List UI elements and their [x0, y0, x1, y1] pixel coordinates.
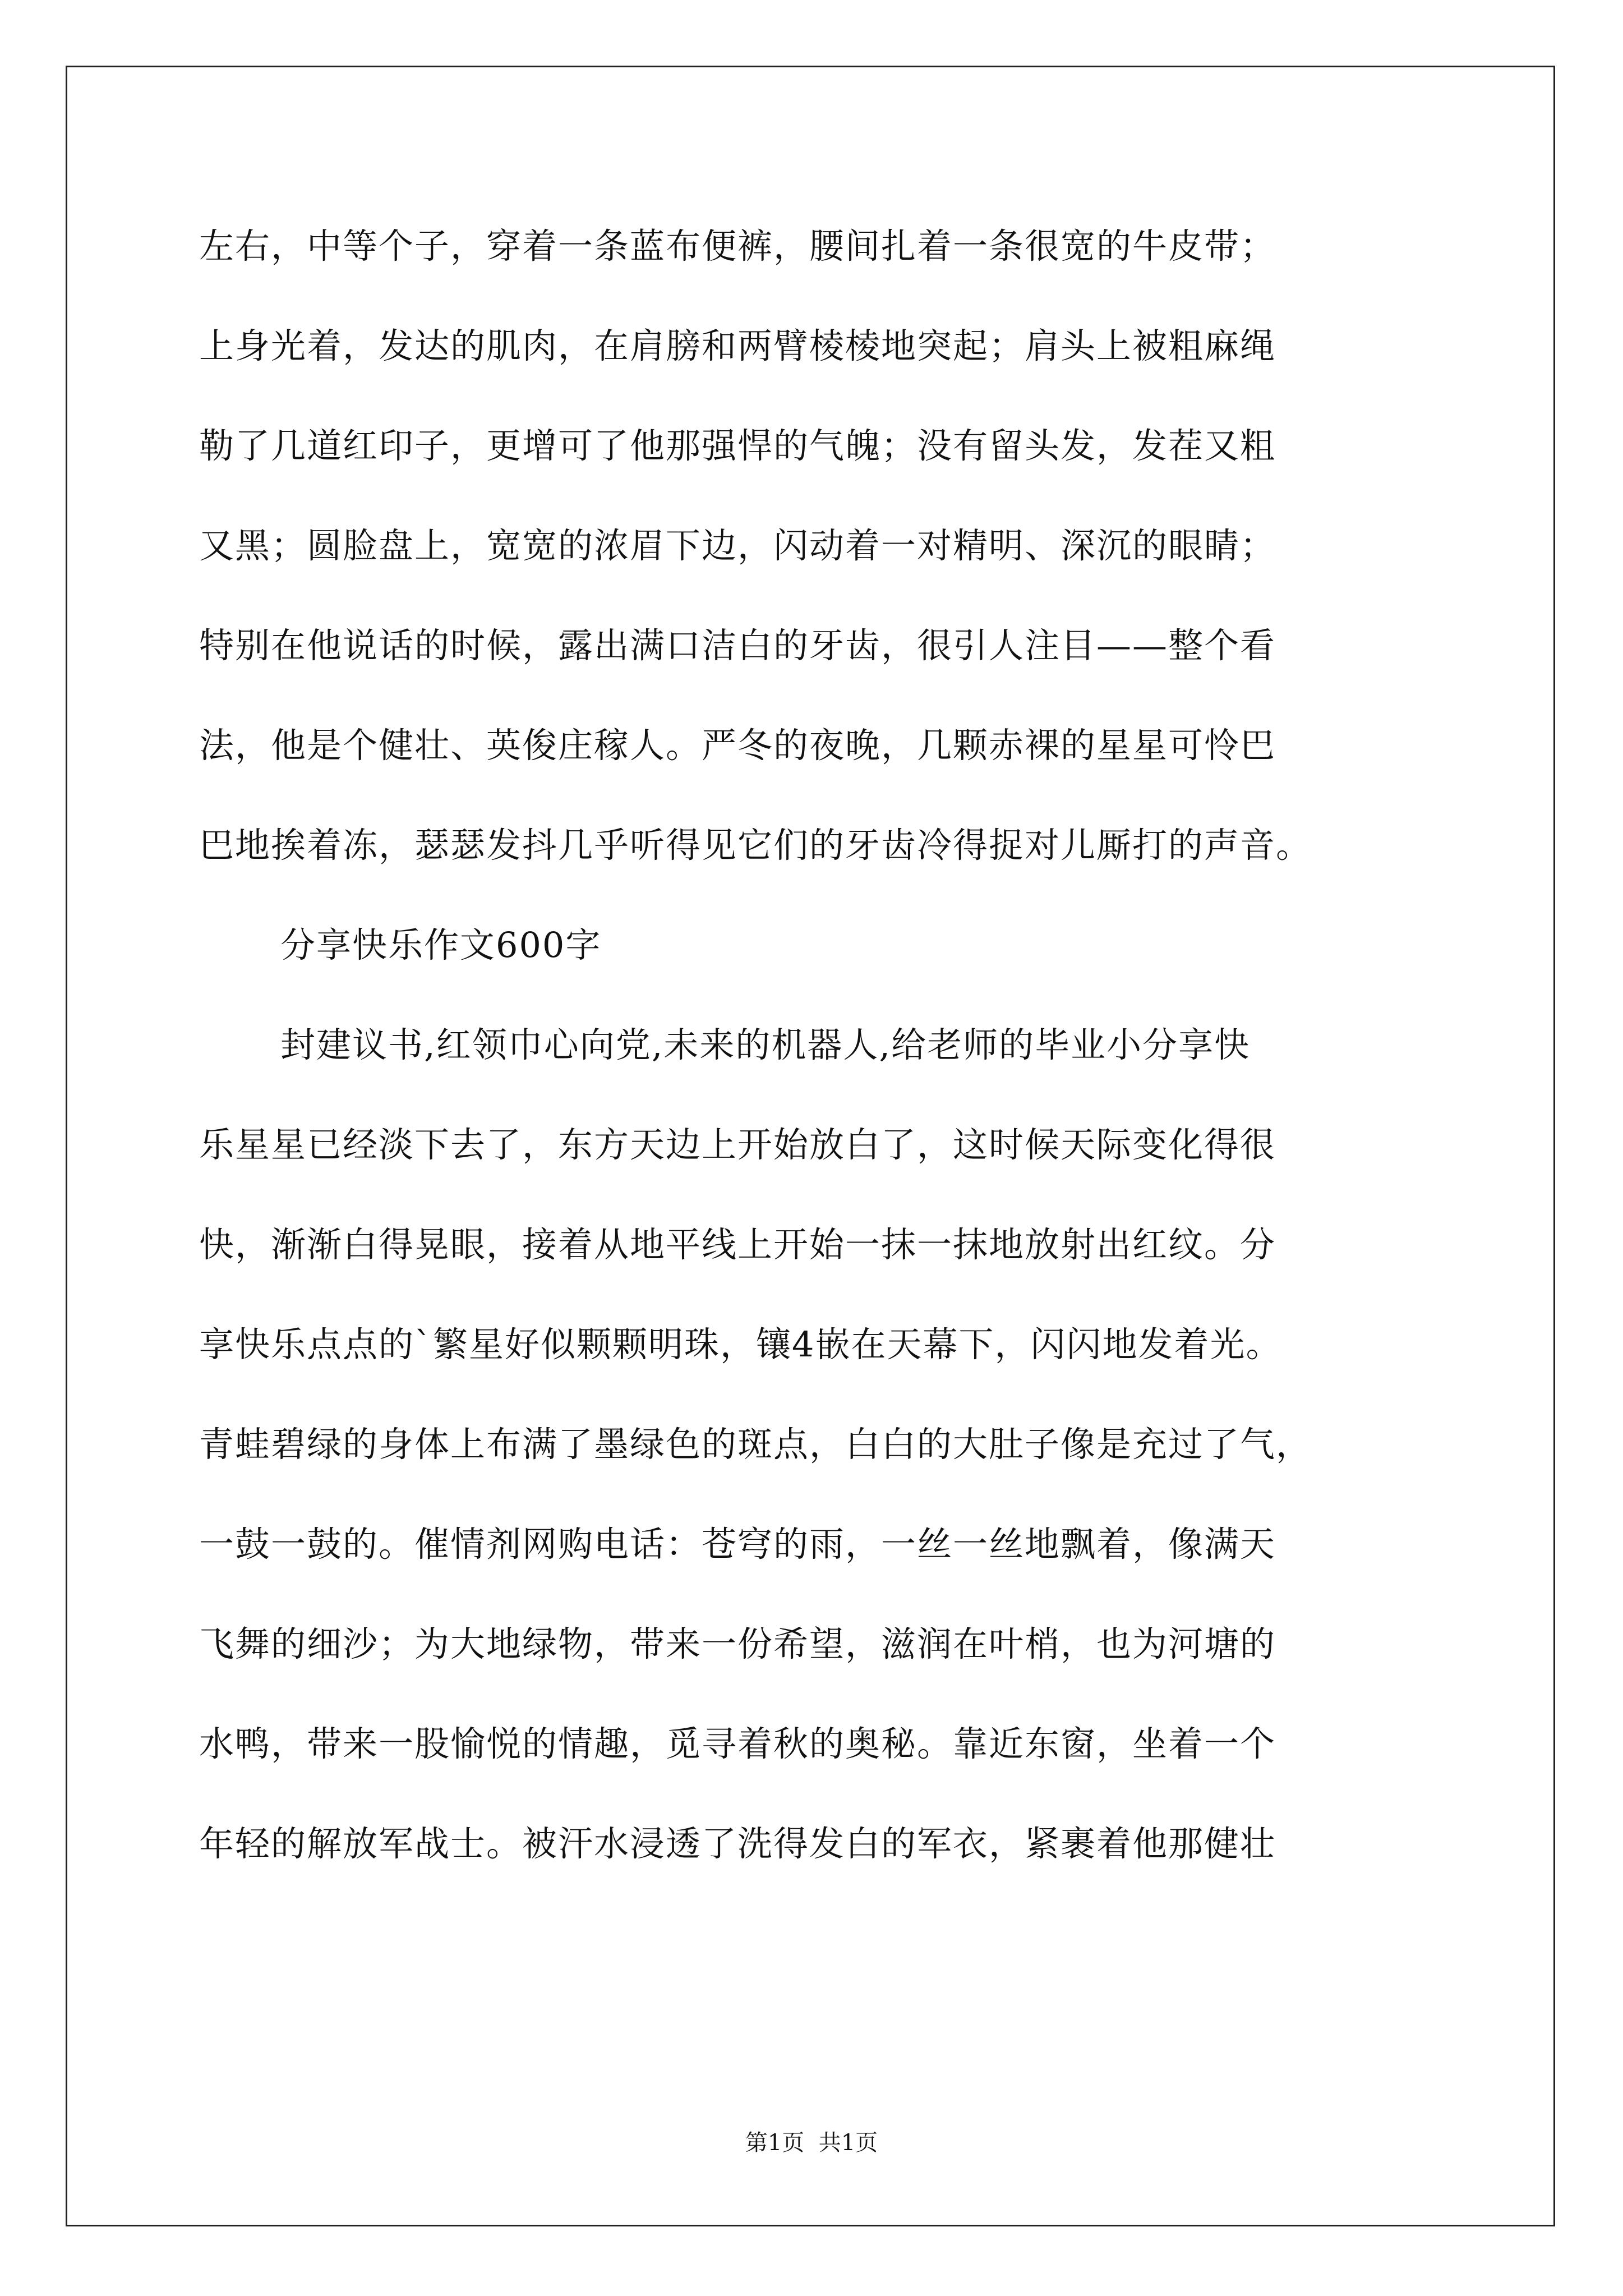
paragraph-line: 又黑；圆脸盘上，宽宽的浓眉下边，闪动着一对精明、深沉的眼睛； [199, 525, 1276, 566]
paragraph-line: 左右，中等个子，穿着一条蓝布便裤，腰间扎着一条很宽的牛皮带； [199, 226, 1276, 266]
page-footer: 第1页 共1页 [745, 2130, 878, 2156]
paragraph-line: 勒了几道红印子，更增可了他那强悍的气魄；没有留头发，发茬又粗 [199, 425, 1276, 466]
paragraph-line: 一鼓一鼓的。催情剂网购电话：苍穹的雨，一丝一丝地飘着，像满天 [199, 1524, 1276, 1565]
paragraph-line: 上身光着，发达的肌肉，在肩膀和两臂棱棱地突起；肩头上被粗麻绳 [199, 325, 1276, 366]
paragraph-line: 享快乐点点的`繁星好似颗颗明珠，镶4嵌在天幕下，闪闪地发着光。 [199, 1324, 1282, 1365]
paragraph-line: 封建议书,红领巾心向党,未来的机器人,给老师的毕业小分享快 [280, 1024, 1251, 1065]
paragraph-line: 青蛙碧绿的身体上布满了墨绿色的斑点，白白的大肚子像是充过了气， [199, 1424, 1312, 1465]
paragraph-line: 巴地挨着冻，瑟瑟发抖几乎听得见它们的牙齿冷得捉对儿厮打的声音。 [199, 825, 1312, 866]
paragraph-line: 快，渐渐白得晃眼，接着从地平线上开始一抹一抹地放射出红纹。分 [199, 1224, 1276, 1265]
paragraph-line: 年轻的解放军战士。被汗水浸透了洗得发白的军衣，紧裹着他那健壮 [199, 1823, 1276, 1864]
paragraph-line: 水鸭，带来一股愉悦的情趣，觅寻着秋的奥秘。靠近东窗，坐着一个 [199, 1723, 1276, 1764]
paragraph-line: 特别在他说话的时候，露出满口洁白的牙齿，很引人注目——整个看 [199, 625, 1276, 666]
paragraph-line: 飞舞的细沙；为大地绿物，带来一份希望，滋润在叶梢，也为河塘的 [199, 1623, 1276, 1664]
section-title: 分享快乐作文600字 [280, 924, 602, 965]
paragraph-line: 乐星星已经淡下去了，东方天边上开始放白了，这时候天际变化得很 [199, 1124, 1276, 1165]
paragraph-line: 法，他是个健壮、英俊庄稼人。严冬的夜晚，几颗赤裸的星星可怜巴 [199, 725, 1276, 766]
